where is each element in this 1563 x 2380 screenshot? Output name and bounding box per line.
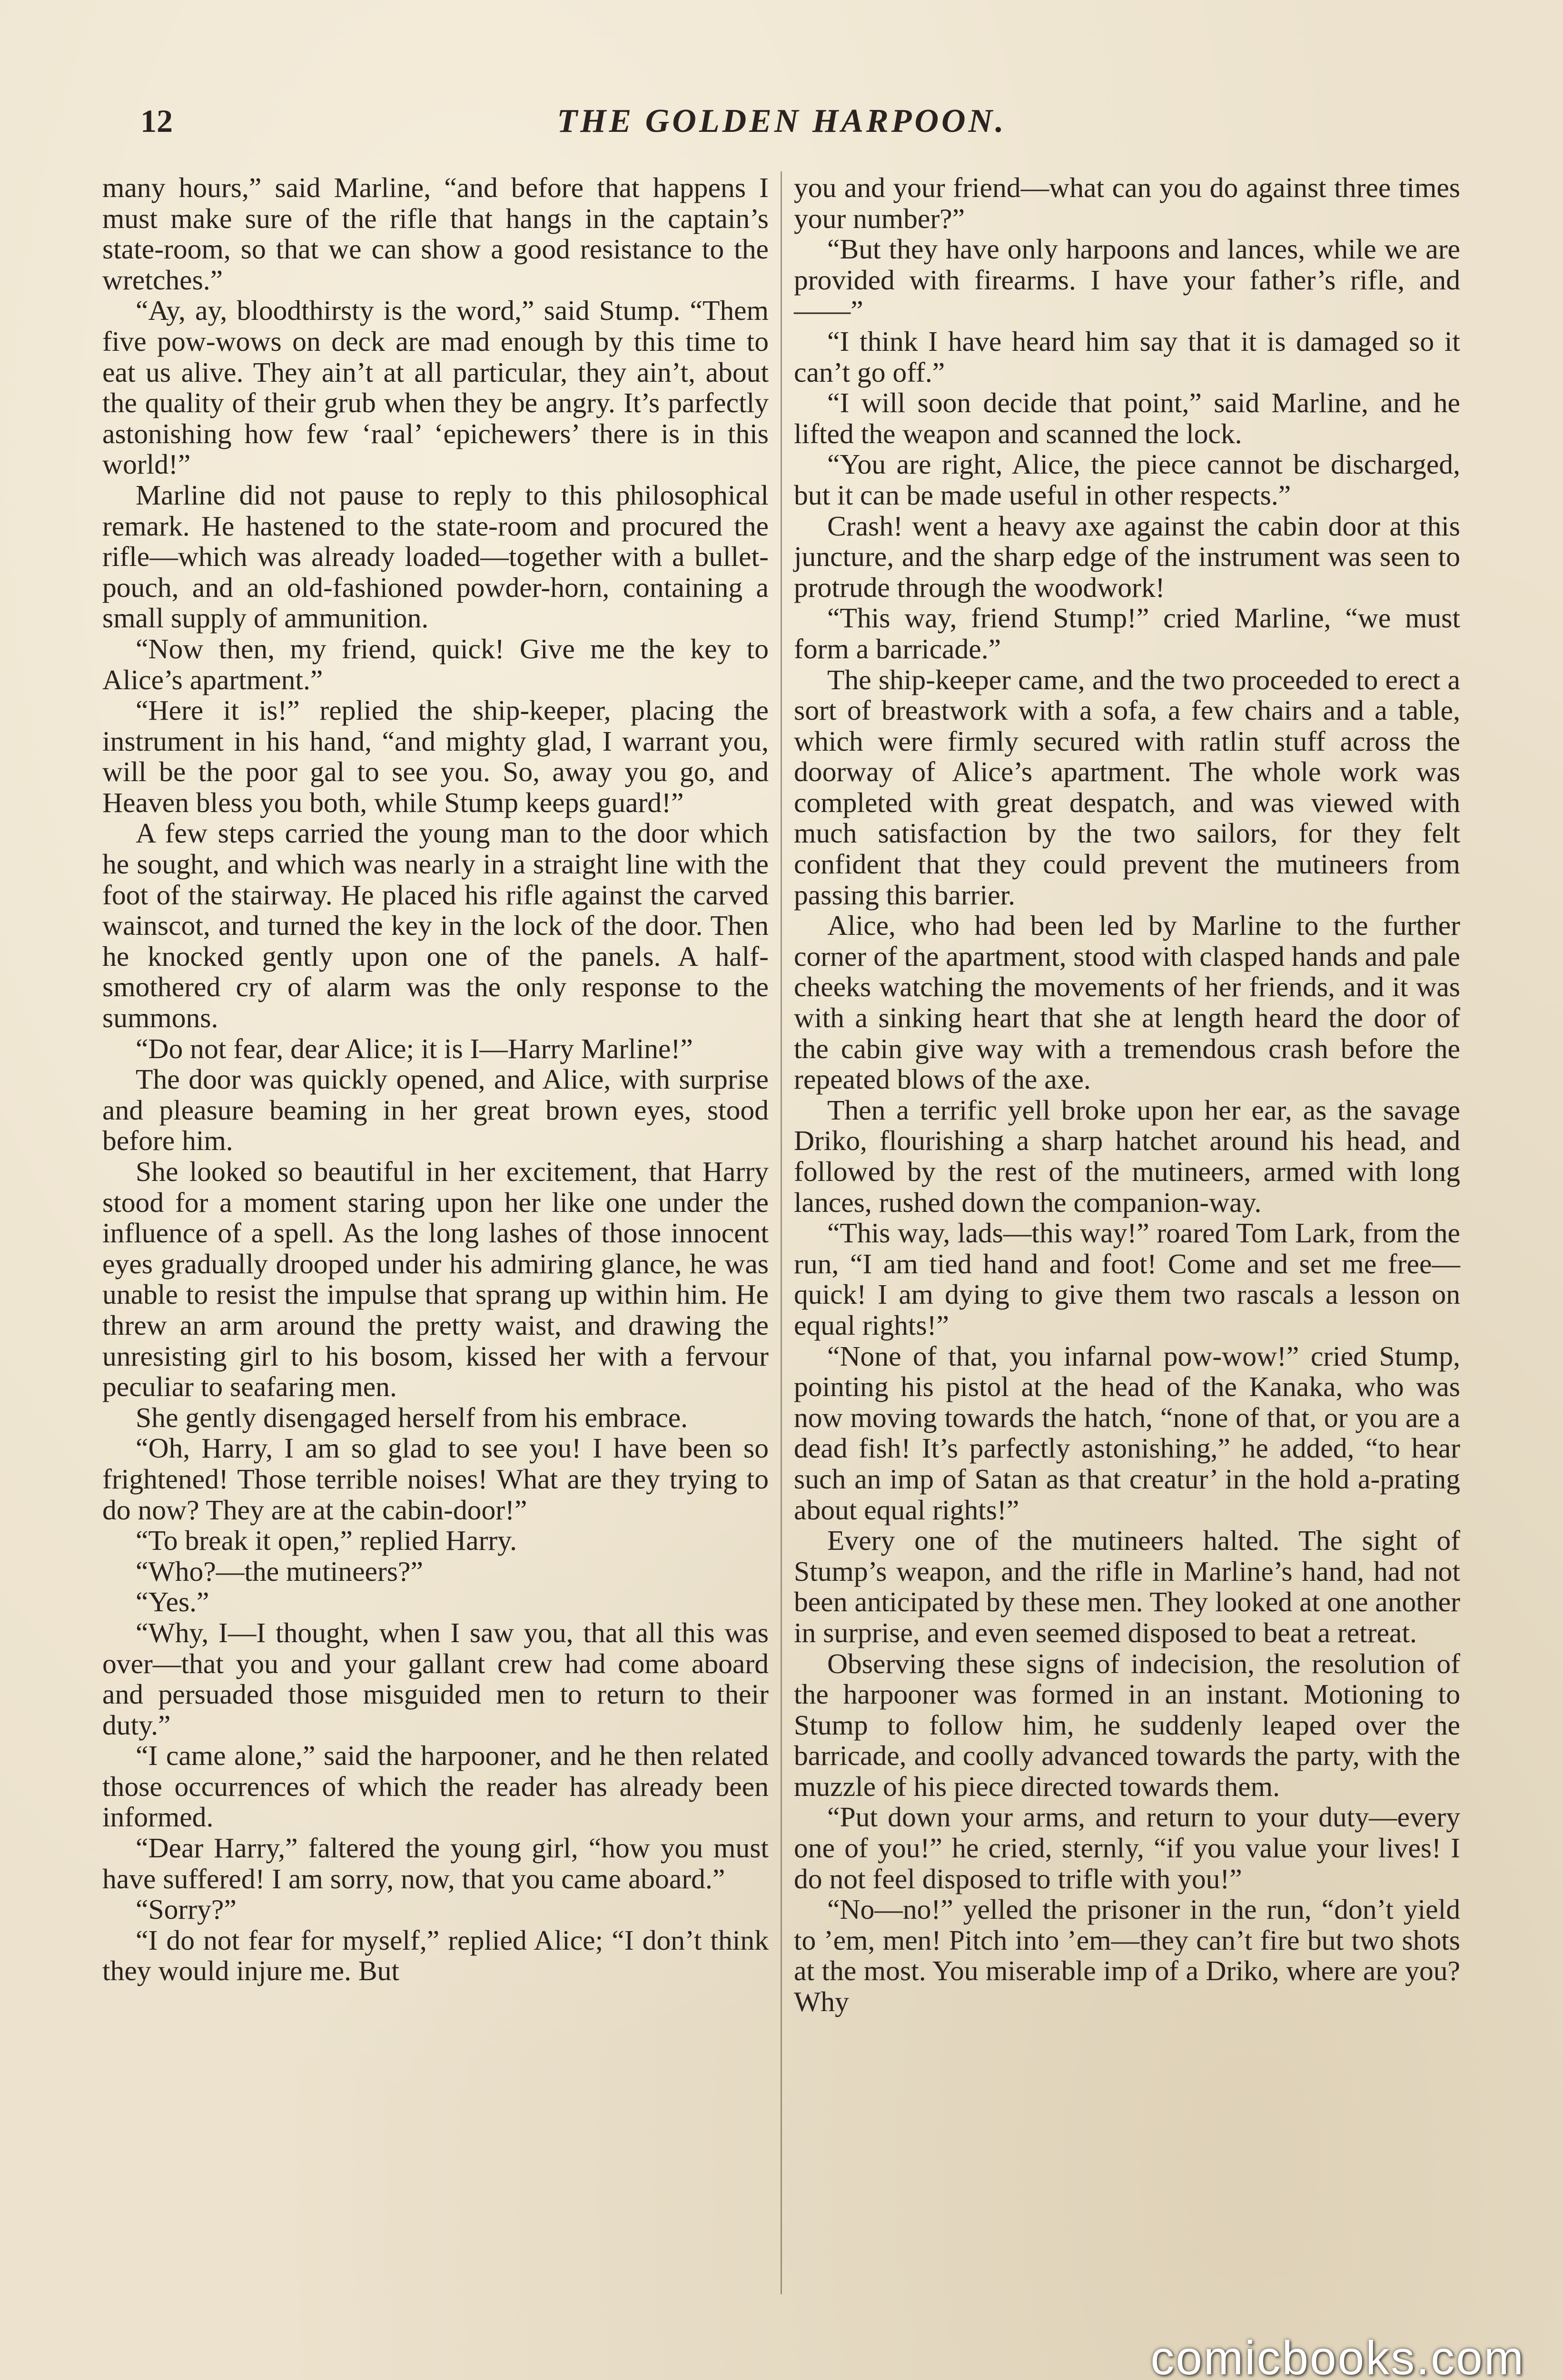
paragraph: “This way, lads—this way!” roared Tom Lark, from the run, “I am tied hand and foot! Come and set me free—quick! I am dying to give them two rascals a lesson on equal rights!” <box>794 1217 1460 1341</box>
paragraph: “Sorry?” <box>136 1894 237 1925</box>
paragraph: “Who?—the mutineers?” <box>136 1555 423 1587</box>
paragraph: She looked so beautiful in her excitement, that Harry stood for a moment staring upon her like one under the influence of a spell. As the long lashes of those innocent eyes gradually drooped under his admiring glance, he was unable to resist the impulse that sprang up within him. He threw an arm around the pretty waist, and drawing the unresisting girl to his bosom, kissed her with a fervour peculiar to seafaring men. <box>102 1156 769 1403</box>
paragraph: “Ay, ay, bloodthirsty is the word,” said Stump. “Them five pow-wows on deck are mad enough by this time to eat us alive. They ain’t at all particular, they ain’t, about the quality of their grub when they be angry. It’s parfectly astonishing how few ‘raal’ ‘epichewers’ there is in this world!” <box>102 295 769 480</box>
paragraph: many hours,” said Marline, “and before that happens I must make sure of the rifle that hangs in the captain’s state-room, so that we can show a good resistance to the wretches.” <box>102 172 769 296</box>
paragraph: you and your friend—what can you do against three times your number?” <box>794 172 1460 234</box>
paragraph: “Why, I—I thought, when I saw you, that all this was over—that you and your gallant crew had come aboard and persuaded those misguided men to return to their duty.” <box>102 1616 769 1741</box>
paragraph: She gently disengaged herself from his embrace. <box>136 1401 688 1433</box>
paragraph: Marline did not pause to reply to this philosophical remark. He hastened to the state-room and procured the rifle—which was already loaded—together with a bullet-pouch, and an old-fashioned powder-horn, containing a small supply of ammunition. <box>102 479 769 634</box>
left-column <box>102 172 769 1986</box>
paragraph: Observing these signs of indecision, the resolution of the harpooner was formed in an instant. Motioning to Stump to follow him, he suddenly leaped over the barricade, and coolly advanced towards the party, with the muzzle of his piece directed towards them. <box>794 1647 1460 1802</box>
paragraph: “To break it open,” replied Harry. <box>136 1525 517 1557</box>
right-column <box>794 172 1460 2017</box>
watermark-logo: comicbooks.com <box>1150 2331 1525 2380</box>
paragraph: “I came alone,” said the harpooner, and he then related those occurrences of which the reader has already been informed. <box>102 1740 769 1833</box>
paragraph: Every one of the mutineers halted. The sight of Stump’s weapon, and the rifle in Marline’s hand, had not been anticipated by these men. They looked at one another in surprise, and even seemed disposed to beat a retreat. <box>794 1525 1460 1648</box>
paragraph: “I do not fear for myself,” replied Alice; “I don’t think they would injure me. But <box>102 1924 769 1987</box>
paragraph: “This way, friend Stump!” cried Marline, “we must form a barricade.” <box>794 602 1460 664</box>
paragraph: Alice, who had been led by Marline to the further corner of the apartment, stood with clasped hands and pale cheeks watching the movements of her friends, and it was with a sinking heart that she at length heard the door of the cabin give way with a tremendous crash before the repeated blows of the axe. <box>794 910 1460 1095</box>
paragraph: “No—no!” yelled the prisoner in the run, “don’t yield to ’em, men! Pitch into ’em—they can’t fire but two shots at the most. You miserable imp of a Driko, where are you? Why <box>794 1894 1460 2018</box>
running-title: THE GOLDEN HARPOON. <box>557 103 1007 139</box>
paragraph: “I will soon decide that point,” said Marline, and he lifted the weapon and scanned the lock. <box>794 387 1460 449</box>
paragraph: “Oh, Harry, I am so glad to see you! I have been so frightened! Those terrible noises! What are they trying to do now? They are at the cabin-door!” <box>102 1432 769 1526</box>
paragraph: “But they have only harpoons and lances, while we are provided with firearms. I have your father’s rifle, and——” <box>794 233 1460 327</box>
paragraph: Crash! went a heavy axe against the cabin door at this juncture, and the sharp edge of the instrument was seen to protrude through the woodwork! <box>794 510 1460 603</box>
paragraph: “Do not fear, dear Alice; it is I—Harry Marline!” <box>136 1032 693 1064</box>
paragraph: “I think I have heard him say that it is damaged so it can’t go off.” <box>794 325 1460 388</box>
paragraph: The ship-keeper came, and the two proceeded to erect a sort of breastwork with a sofa, a few chairs and a table, which were firmly secured with ratlin stuff across the doorway of Alice’s apartment. The whole work was completed with great despatch, and was viewed with much satisfaction by the two sailors, for they felt confident that they could prevent the mutineers from passing this barrier. <box>794 664 1460 911</box>
column-divider <box>781 171 782 2294</box>
page-number: 12 <box>140 103 173 139</box>
paragraph: The door was quickly opened, and Alice, with surprise and pleasure beaming in her great brown eyes, stood before him. <box>102 1063 769 1157</box>
paragraph: “Dear Harry,” faltered the young girl, “how you must have suffered! I am sorry, now, that you came aboard.” <box>102 1832 769 1894</box>
paragraph: “Put down your arms, and return to your duty—every one of you!” he cried, sternly, “if you value your lives! I do not feel disposed to trifle with you!” <box>794 1801 1460 1894</box>
paragraph: “You are right, Alice, the piece cannot be discharged, but it can be made useful in other respects.” <box>794 448 1460 511</box>
paragraph: “Here it is!” replied the ship-keeper, placing the instrument in his hand, “and mighty glad, I warrant you, will be the poor gal to see you. So, away you go, and Heaven bless you both, while Stump keeps guard!” <box>102 694 769 818</box>
paragraph: A few steps carried the young man to the door which he sought, and which was nearly in a straight line with the foot of the stairway. He placed his rifle against the carved wainscot, and turned the key in the lock of the door. Then he knocked gently upon one of the panels. A half-smothered cry of alarm was the only response to the summons. <box>102 817 769 1034</box>
page-header <box>102 102 1461 155</box>
paragraph: “None of that, you infarnal pow-wow!” cried Stump, pointing his pistol at the head of the Kanaka, who was now moving towards the hatch, “none of that, or you are a dead fish! It’s parfectly astonishing,” he added, “to hear such an imp of Satan as that creatur’ in the hold a-prating about equal rights!” <box>794 1340 1460 1526</box>
paragraph: “Now then, my friend, quick! Give me the key to Alice’s apartment.” <box>102 633 769 695</box>
paragraph: “Yes.” <box>136 1586 209 1618</box>
paragraph: Then a terrific yell broke upon her ear, as the savage Driko, flourishing a sharp hatchet around his head, and followed by the rest of the mutineers, armed with long lances, rushed down the companion-way. <box>794 1094 1460 1218</box>
